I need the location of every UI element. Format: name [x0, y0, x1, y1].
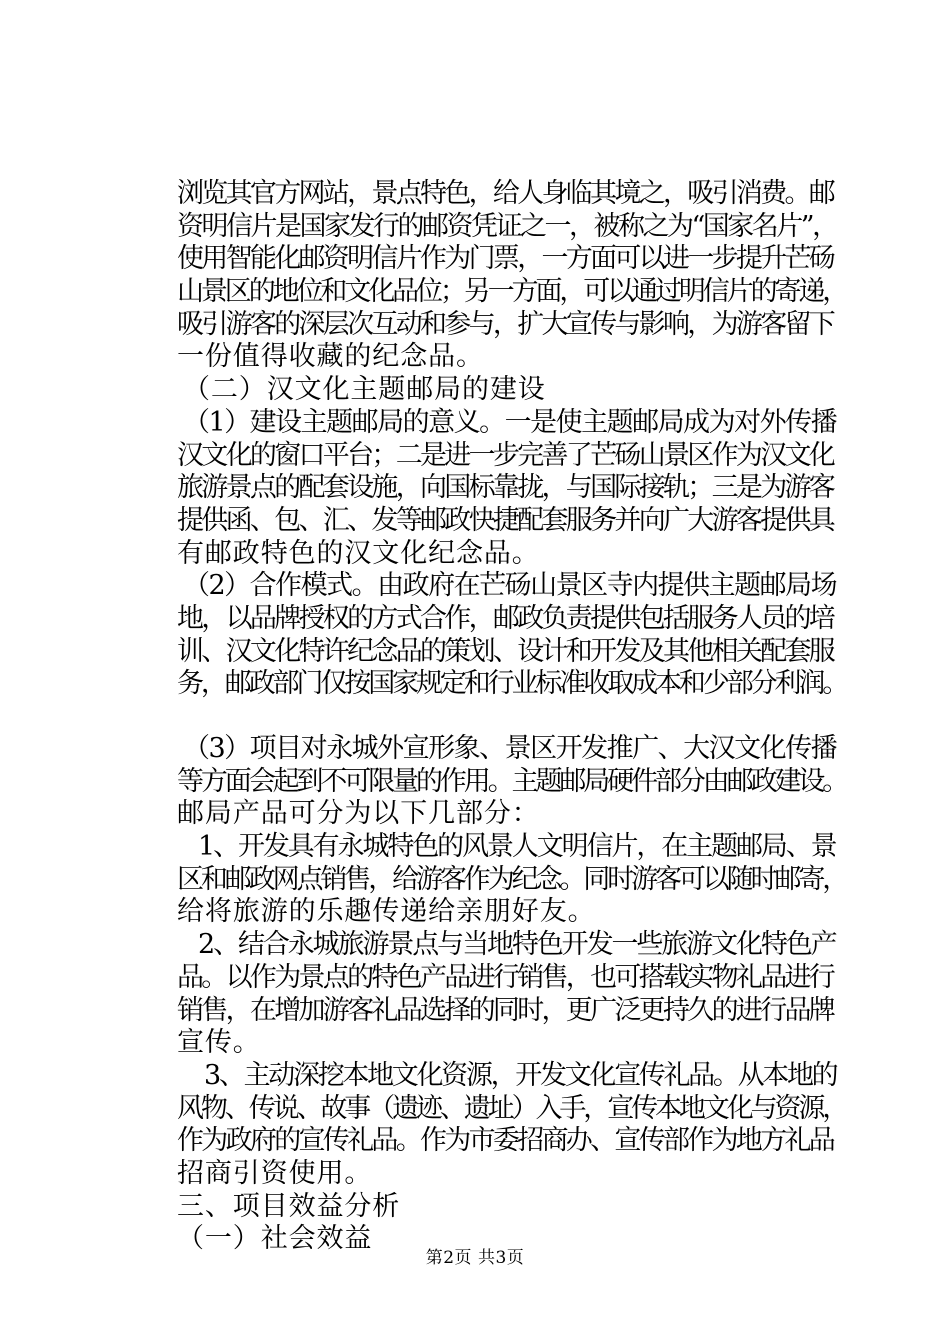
text-line: 训、汉文化特许纪念品的策划、设计和开发及其他相关配套服	[177, 635, 834, 667]
paragraph	[177, 929, 837, 1060]
text-line: 吸引游客的深层次互动和参与，扩大宣传与影响，为游客留下	[177, 308, 834, 340]
text-line: 给将旅游的乐趣传递给亲朋好友。	[177, 896, 596, 928]
heading-text: （二）汉文化主题邮局的建设	[183, 374, 546, 406]
text-line: 务，邮政部门仅按国家规定和行业标准收取成本和少部分利润。	[177, 668, 847, 700]
paragraph	[177, 178, 847, 374]
text-line: 邮局产品可分为以下几部分：	[177, 798, 540, 830]
paragraph	[177, 1059, 847, 1191]
text-line: 品。以作为景点的特色产品进行销售，也可搭载实物礼品进行	[177, 961, 834, 993]
text-line: 提供函、包、汇、发等邮政快捷配套服务并向广大游客提供具	[177, 504, 834, 536]
text-line: 区和邮政网点销售，给游客作为纪念。同时游客可以随时邮寄，	[177, 863, 847, 895]
blank-line	[177, 701, 837, 733]
text-line: 等方面会起到不可限量的作用。主题邮局硬件部分由邮政建设。	[177, 765, 847, 797]
text-line: 风物、传说、故事（遗迹、遗址）入手，宣传本地文化与资源，	[177, 1092, 847, 1124]
text-line: 山景区的地位和文化品位；另一方面，可以通过明信片的寄递，	[177, 276, 847, 308]
text-line: 宣传。	[177, 1027, 261, 1059]
text-line: 2、结合永城旅游景点与当地特色开发一些旅游文化特色产	[198, 929, 836, 961]
text-line: 招商引资使用。	[177, 1157, 373, 1189]
text-line: 汉文化的窗口平台；二是进一步完善了芒砀山景区作为汉文化	[177, 439, 834, 471]
text-line: 作为政府的宣传礼品。作为市委招商办、宣传部作为地方礼品	[177, 1125, 834, 1157]
section-heading	[177, 1191, 837, 1224]
text-line: 旅游景点的配套设施，向国标靠拢，与国际接轨；三是为游客	[177, 472, 834, 504]
text-line: 一份值得收藏的纪念品。	[177, 341, 484, 373]
section-heading	[177, 374, 837, 407]
text-line: （3）项目对永城外宣形象、景区开发推广、大汉文化传播	[183, 733, 837, 764]
text-line: （2）合作模式。由政府在芒砀山景区寺内提供主题邮局场	[183, 570, 837, 602]
paragraph	[177, 407, 837, 570]
paragraph	[177, 733, 847, 831]
text-line: 浏览其官方网站，景点特色，给人身临其境之，吸引消费。邮	[177, 178, 834, 209]
text-line: 使用智能化邮资明信片作为门票，一方面可以进一步提升芒砀	[177, 243, 834, 275]
text-line: 有邮政特色的汉文化纪念品。	[177, 537, 540, 569]
paragraph	[177, 831, 847, 929]
page-indicator: 第2页 共3页	[425, 1248, 525, 1268]
text-line: （1）建设主题邮局的意义。一是使主题邮局成为对外传播	[183, 406, 837, 438]
page-footer	[0, 1243, 950, 1268]
heading-text: 三、项目效益分析	[177, 1190, 401, 1222]
text-line: 资明信片是国家发行的邮资凭证之一，被称之为“国家名片”，	[177, 210, 837, 242]
text-line: 地，以品牌授权的方式合作，邮政负责提供包括服务人员的培	[177, 602, 834, 634]
document-body	[177, 178, 847, 1256]
text-line: 1、开发具有永城特色的风景人文明信片，在主题邮局、景	[198, 831, 836, 863]
text-line: 3、主动深挖本地文化资源，开发文化宣传礼品。从本地的	[204, 1059, 837, 1091]
heading-text: （一）社会效益	[177, 1223, 373, 1255]
text-line: 销售，在增加游客礼品选择的同时，更广泛更持久的进行品牌	[177, 994, 834, 1026]
paragraph	[177, 570, 847, 701]
